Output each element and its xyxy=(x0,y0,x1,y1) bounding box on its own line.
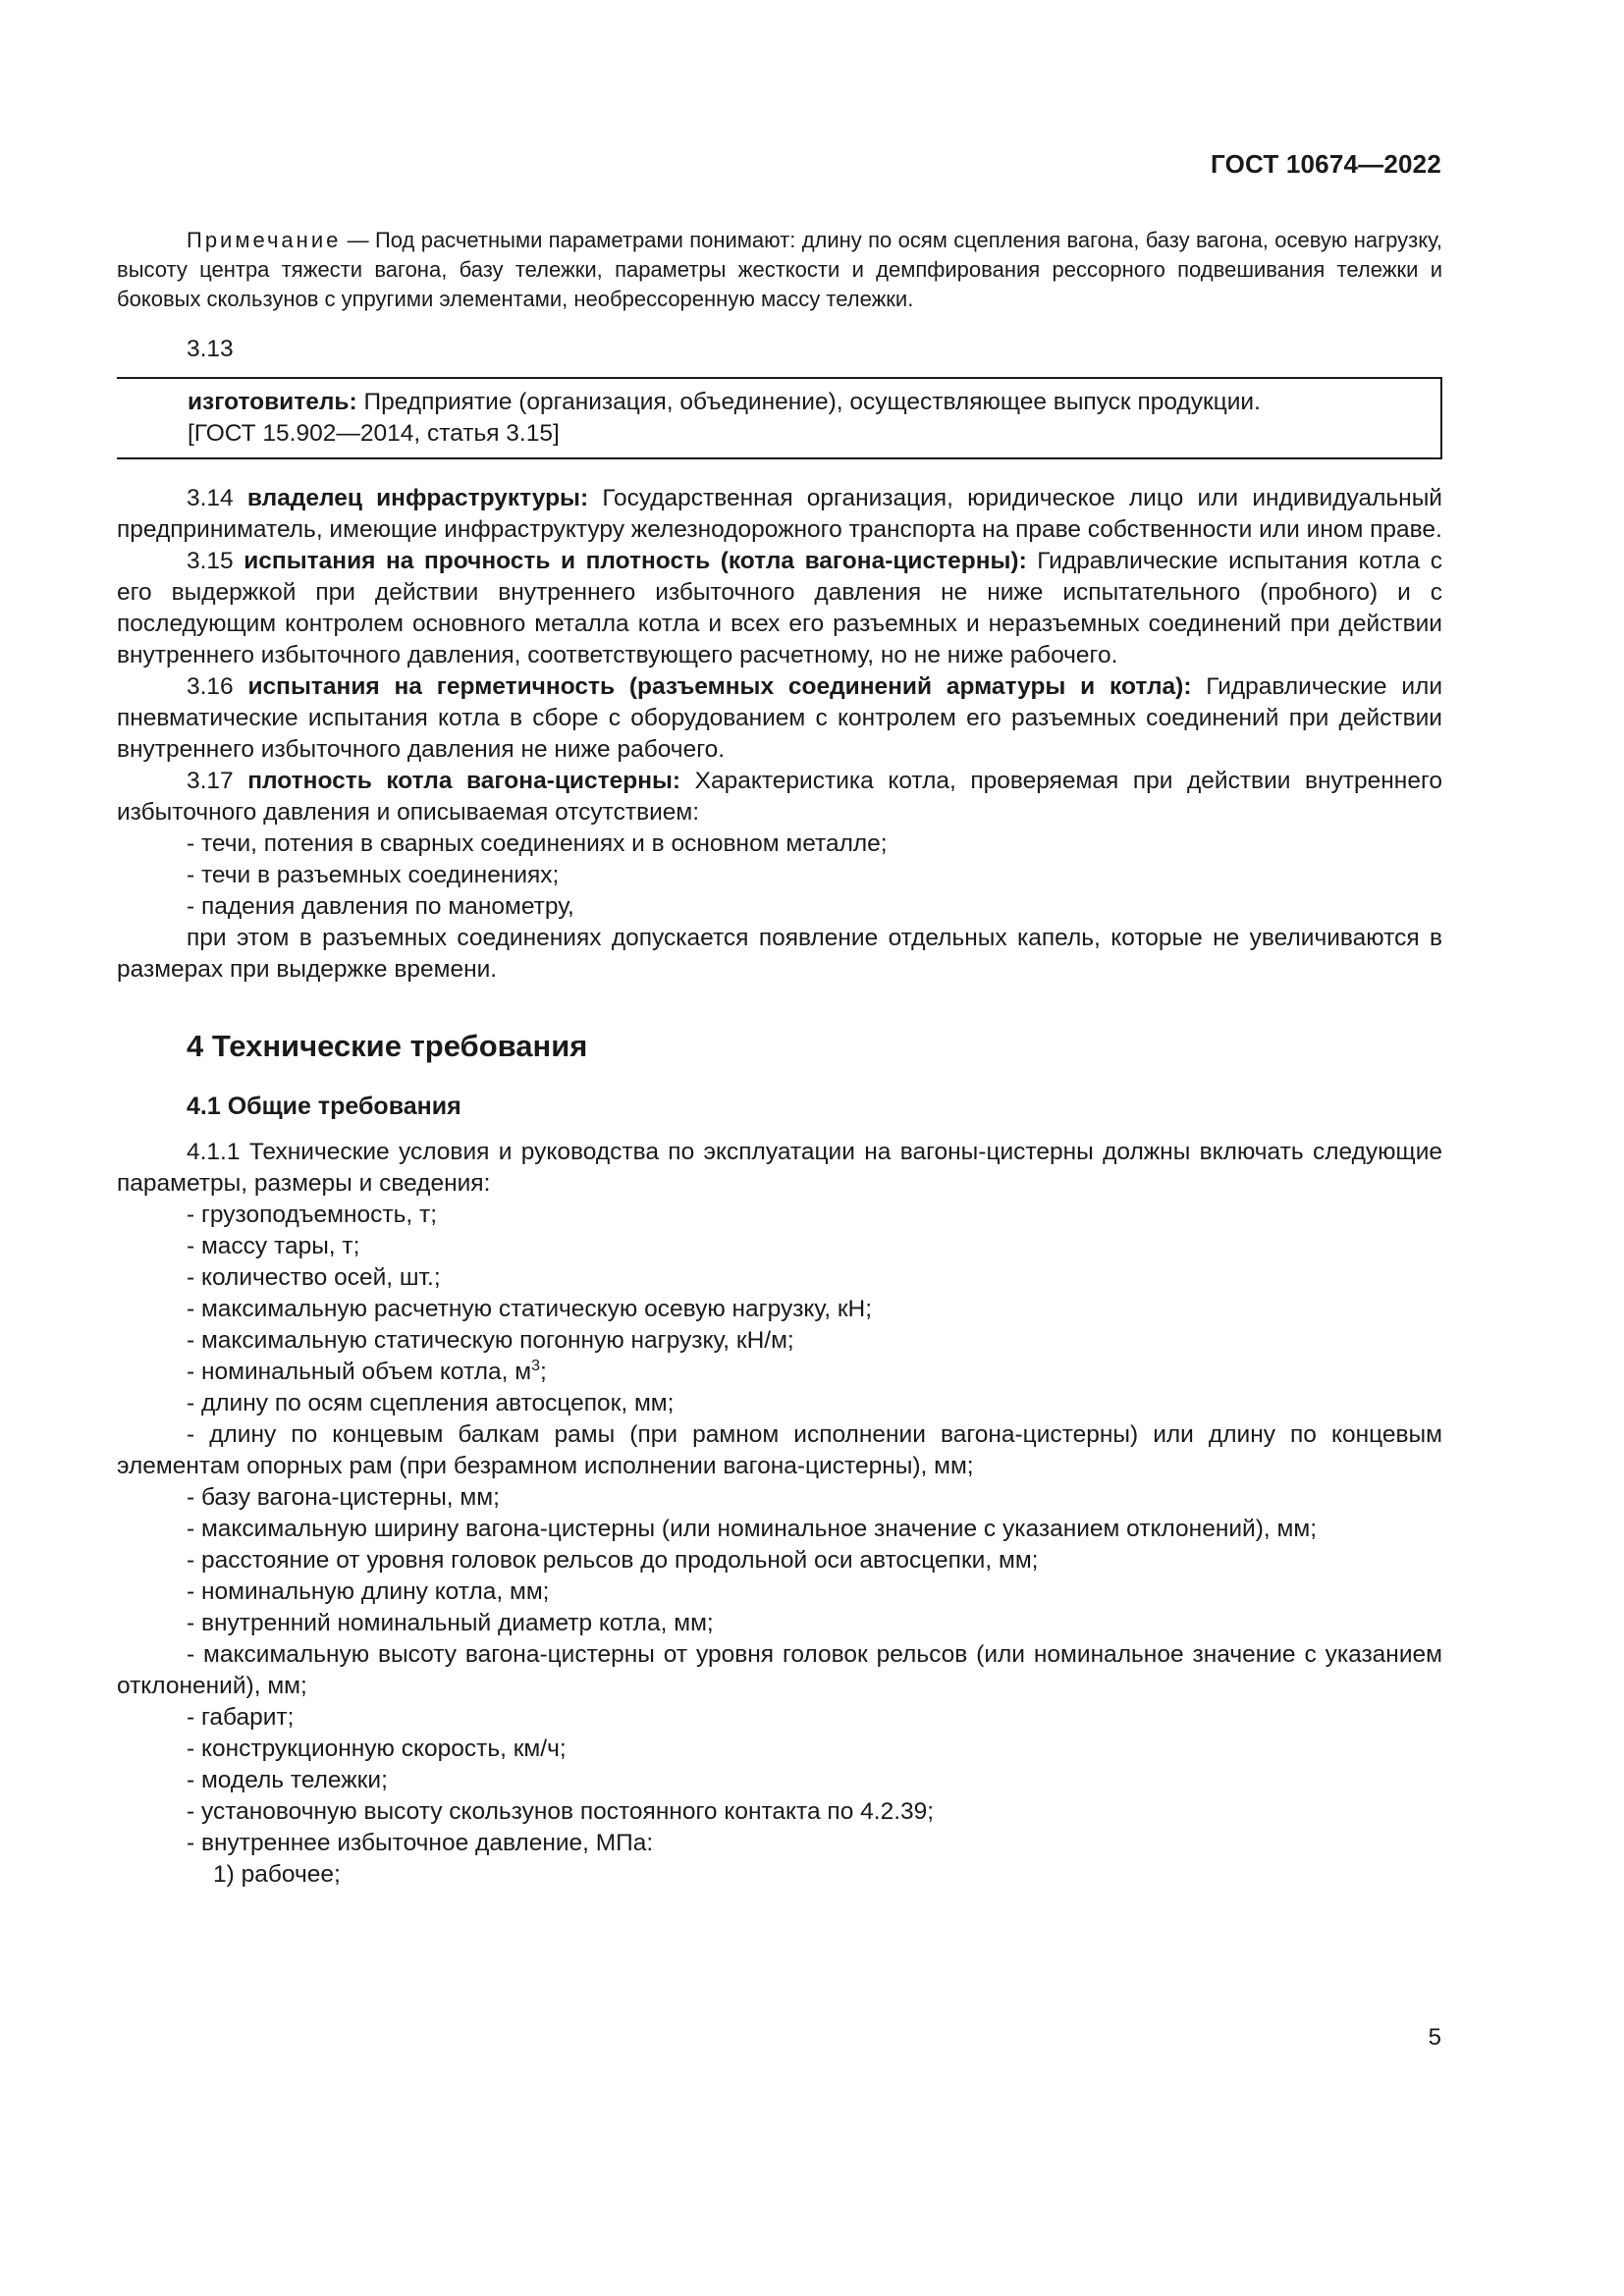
clause-number: 3.14 xyxy=(187,485,247,511)
clause-3-17-tail: при этом в разъемных соединениях допускается появление отдельных капель, которые не увеличиваются в размерах при выдержке времени. xyxy=(117,925,1442,983)
clause-text: Характеристика котла, проверяемая при действии внутреннего избыточного давления и описываемая отсутствием: xyxy=(117,768,1442,826)
list-item-volume xyxy=(117,1357,1442,1388)
list-item: - массу тары, т; xyxy=(187,1233,360,1259)
clause-text: Государственная организация, юридическое лицо или индивидуальный предприниматель, имеющие инфраструктуру железнодорожного транспорта на праве собственности или ином праве. xyxy=(117,485,1442,543)
subsection-heading-4-1: 4.1 Общие требования xyxy=(187,1093,461,1120)
clause-term: владелец инфраструктуры: xyxy=(246,485,589,511)
clause-3-15 xyxy=(117,546,1442,671)
list-item: - количество осей, шт.; xyxy=(187,1264,441,1291)
list-item-long: - длину по концевым балкам рамы (при рамном исполнении вагона-цистерны) или длину по концевым элементам опорных рам (при безрамном исполнении вагона-цистерны), мм; xyxy=(117,1421,1442,1479)
list-item: - максимальную статическую погонную нагрузку, кН/м; xyxy=(187,1327,794,1354)
clause-term: испытания на герметичность (разъемных соединений арматуры и котла): xyxy=(247,673,1192,700)
list-item: - базу вагона-цистерны, мм; xyxy=(187,1484,500,1511)
clause-4-1-1: 4.1.1 Технические условия и руководства по эксплуатации на вагоны-цистерны должны включать следующие параметры, размеры и сведения: xyxy=(117,1139,1442,1197)
note-label: Примечание xyxy=(187,228,342,252)
note-text: — Под расчетными параметрами понимают: длину по осям сцепления вагона, базу вагона, осевую нагрузку, высоту центра тяжести вагона, базу тележки, параметры жесткости и демпфирования рессорного подвешивания тележки и боковых скользунов с упругими элементами, необрессоренную массу тележки. xyxy=(117,228,1442,311)
clause-3-17 xyxy=(117,766,1442,828)
clause-text: Гидравлические испытания котла с его выдержкой при действии внутреннего избыточного давления не ниже испытательного (пробного) и с последующим контролем основного металла котла и всех его разъемных и неразъемных соединений при действии внутреннего избыточного давления, соответствующего расчетному, но не ниже рабочего. xyxy=(117,548,1442,668)
list-item: - грузоподъемность, т; xyxy=(187,1201,438,1228)
list-item: - модель тележки; xyxy=(187,1767,388,1793)
list-item: - номинальную длину котла, мм; xyxy=(187,1578,550,1605)
sub-list-item: 1) рабочее; xyxy=(213,1861,341,1888)
clause-term: испытания на прочность и плотность (котла вагона-цистерны): xyxy=(244,548,1027,574)
list-item: - расстояние от уровня головок рельсов до продольной оси автосцепки, мм; xyxy=(187,1547,1039,1574)
list-item: - падения давления по манометру, xyxy=(187,893,574,920)
definition-reference: [ГОСТ 15.902—2014, статья 3.15] xyxy=(188,420,560,447)
list-item: - течи в разъемных соединениях; xyxy=(187,862,560,888)
list-item: - длину по осям сцепления автосцепок, мм; xyxy=(187,1390,675,1416)
list-item-long: - максимальную высоту вагона-цистерны от уровня головок рельсов (или номинальное значение с указанием отклонений), мм; xyxy=(117,1641,1442,1699)
list-item-long: - максимальную ширину вагона-цистерны (или номинальное значение с указанием отклонений), мм; xyxy=(187,1516,1318,1542)
clause-3-14 xyxy=(117,483,1442,546)
clause-text: Гидравлические или пневматические испытания котла в сборе с оборудованием с контролем его разъемных соединений при действии внутреннего избыточного давления не ниже рабочего. xyxy=(117,673,1442,763)
document-body xyxy=(117,226,1442,1891)
list-item: - установочную высоту скользунов постоянного контакта по 4.2.39; xyxy=(187,1798,935,1825)
definition-text: Предприятие (организация, объединение), осуществляющее выпуск продукции. xyxy=(356,389,1261,415)
definition-box xyxy=(117,377,1442,459)
list-item: - максимальную расчетную статическую осевую нагрузку, кН; xyxy=(187,1296,873,1322)
standard-code: ГОСТ 10674—2022 xyxy=(1211,149,1441,179)
clause-number: 3.17 xyxy=(187,768,248,794)
volume-superscript: 3 xyxy=(531,1357,540,1374)
clause-3-16 xyxy=(117,671,1442,766)
definition-line xyxy=(188,387,1421,418)
clause-number: 3.16 xyxy=(187,673,248,700)
clause-number-3-13: 3.13 xyxy=(187,336,234,362)
volume-text: - номинальный объем котла, м xyxy=(187,1359,532,1385)
term-manufacturer: изготовитель: xyxy=(188,389,357,415)
note-paragraph xyxy=(117,226,1442,314)
list-item: - внутренний номинальный диаметр котла, мм; xyxy=(187,1610,714,1636)
list-item: - течи, потения в сварных соединениях и в основном металле; xyxy=(187,830,888,857)
list-item: - габарит; xyxy=(187,1704,295,1731)
clause-term: плотность котла вагона-цистерны: xyxy=(247,768,681,794)
page-number: 5 xyxy=(1428,2024,1441,2051)
clause-number: 3.15 xyxy=(187,548,244,574)
list-item: - конструкционную скорость, км/ч; xyxy=(187,1735,567,1762)
section-heading-4: 4 Технические требования xyxy=(187,1029,588,1063)
list-item: - внутреннее избыточное давление, МПа: xyxy=(187,1830,654,1856)
volume-end: ; xyxy=(539,1359,547,1385)
